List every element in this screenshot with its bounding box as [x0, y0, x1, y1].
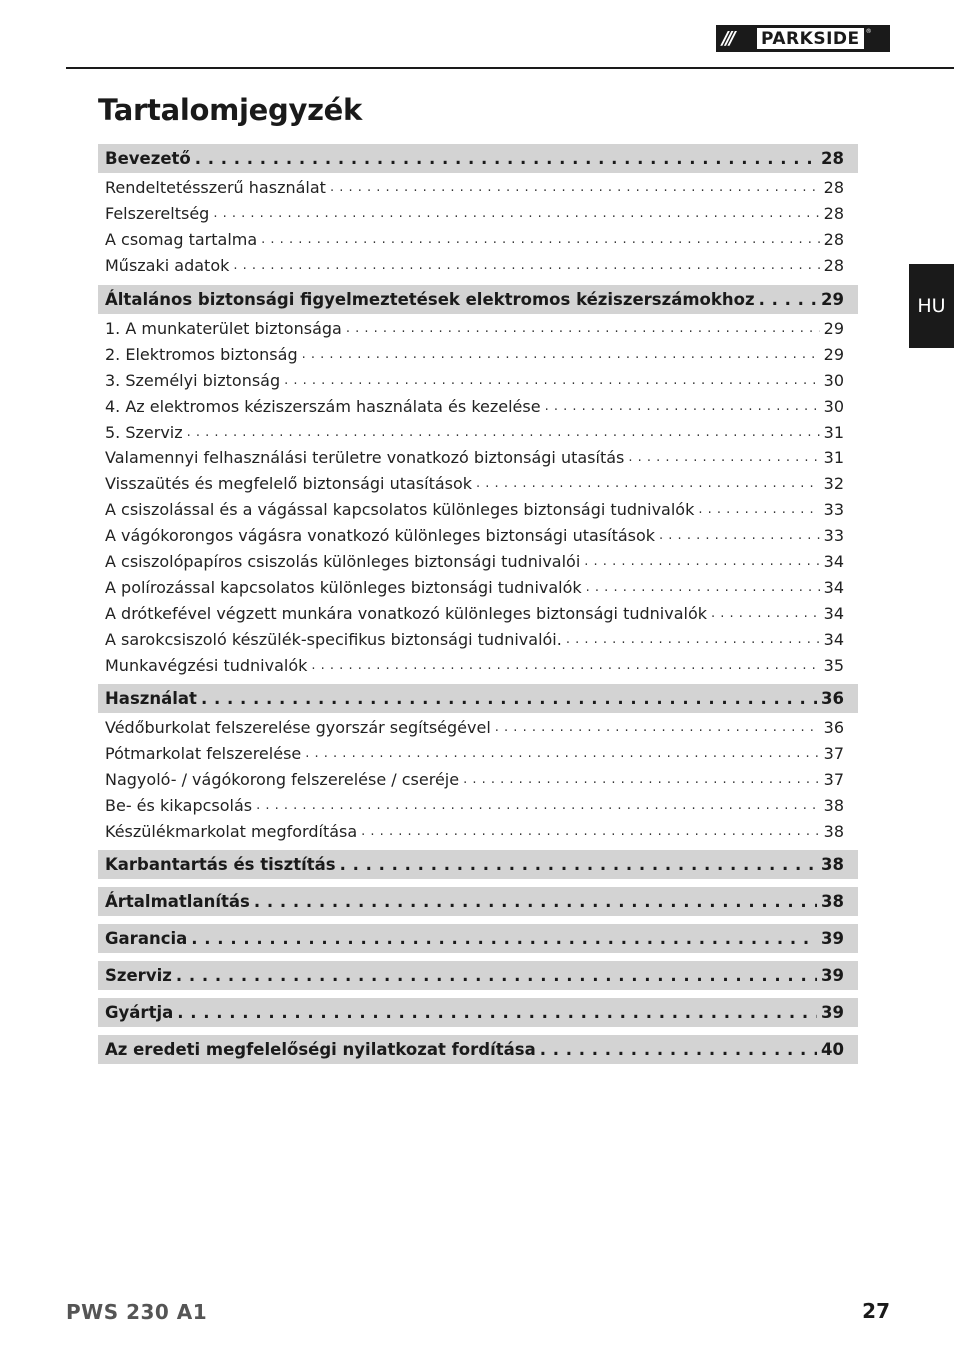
toc-dot-leader [195, 149, 817, 168]
toc-entry-label: Általános biztonsági figyelmeztetések elektromos kéziszerszámokhoz [105, 289, 755, 309]
toc-entry-page: 28 [823, 256, 844, 276]
toc-dot-leader [201, 689, 817, 708]
toc-dot-leader [305, 746, 819, 761]
toc-entry-label: 1. A munkaterület biztonsága [105, 319, 342, 338]
toc-subentry[interactable] [98, 523, 858, 549]
toc-entry-label: 4. Az elektromos kéziszerszám használata és kezelése [105, 396, 541, 416]
toc-subentry[interactable] [98, 393, 858, 419]
toc-subentry[interactable] [98, 793, 858, 819]
toc-section-entry[interactable] [98, 285, 858, 314]
header-divider [66, 67, 954, 69]
toc-subentry[interactable] [98, 367, 858, 393]
toc-subentry[interactable] [98, 316, 858, 342]
toc-dot-leader [176, 966, 817, 985]
toc-entry-label: Munkavégzési tudnivalók [105, 655, 308, 675]
toc-section-entry[interactable] [98, 961, 858, 990]
toc-dot-leader [177, 1003, 817, 1022]
toc-subentry[interactable] [98, 767, 858, 793]
toc-dot-leader [540, 1040, 817, 1059]
toc-dot-leader [463, 772, 820, 787]
toc-entry-page: 30 [823, 370, 844, 390]
toc-subentry[interactable] [98, 715, 858, 741]
toc-entry-page: 31 [823, 448, 844, 468]
toc-entry-label: A sarokcsiszoló készülék-specifikus biztonsági tudnivalói. [105, 629, 562, 649]
toc-dot-leader [361, 824, 819, 839]
toc-dot-leader [346, 321, 820, 336]
toc-dot-leader [659, 528, 820, 543]
toc-entry-page: 28 [823, 204, 844, 224]
toc-dot-leader [254, 892, 817, 911]
toc-dot-leader [311, 658, 819, 673]
toc-entry-label: Ártalmatlanítás [105, 892, 250, 912]
toc-entry-page: 33 [823, 500, 844, 520]
toc-dot-leader [545, 399, 820, 414]
toc-entry-label: 2. Elektromos biztonság [105, 344, 298, 364]
toc-dot-leader [187, 425, 820, 440]
toc-entry-label: Készülékmarkolat megfordítása [105, 822, 358, 842]
toc-entry-page: 39 [821, 966, 844, 986]
toc-section-entry[interactable] [98, 924, 858, 953]
toc-entry-label: 5. Szerviz [105, 422, 183, 442]
toc-dot-leader [284, 373, 820, 388]
toc-subentry[interactable] [98, 419, 858, 445]
toc-dot-leader [302, 347, 820, 362]
toc-entry-label: Gyártja [105, 1003, 174, 1023]
toc-entry-label: Karbantartás és tisztítás [105, 855, 336, 875]
toc-entry-page: 38 [823, 822, 844, 842]
toc-subentry[interactable] [98, 497, 858, 523]
toc-entry-page: 40 [821, 1040, 844, 1060]
toc-subentry[interactable] [98, 600, 858, 626]
toc-entry-page: 30 [823, 396, 844, 416]
toc-entry-page: 28 [823, 178, 844, 198]
toc-entry-page: 33 [823, 526, 844, 546]
toc-entry-label: Garancia [105, 929, 188, 949]
toc-subentry[interactable] [98, 819, 858, 845]
toc-dot-leader [566, 632, 820, 647]
toc-entry-page: 29 [823, 319, 844, 338]
toc-entry-page: 34 [823, 577, 844, 597]
toc-entry-page: 36 [823, 718, 844, 738]
table-of-contents [98, 144, 858, 1066]
toc-subentry[interactable] [98, 574, 858, 600]
toc-entry-label: A csiszolással és a vágással kapcsolatos különleges biztonsági tudnivalók [105, 500, 695, 520]
toc-entry-label: Bevezető [105, 149, 191, 168]
toc-entry-label: A polírozással kapcsolatos különleges biztonsági tudnivalók [105, 577, 582, 597]
toc-dot-leader [330, 180, 820, 195]
toc-entry-label: Az eredeti megfelelőségi nyilatkozat fordítása [105, 1040, 536, 1060]
toc-dot-leader [213, 206, 819, 221]
toc-subentry[interactable] [98, 201, 858, 227]
toc-entry-page: 34 [823, 603, 844, 623]
toc-subentry[interactable] [98, 445, 858, 471]
logo-registered-mark: ® [865, 28, 872, 35]
toc-entry-label: A drótkefével végzett munkára vonatkozó különleges biztonsági tudnivalók [105, 603, 707, 623]
toc-entry-label: 3. Személyi biztonság [105, 370, 281, 390]
toc-entry-page: 35 [823, 655, 844, 675]
toc-dot-leader [759, 290, 817, 309]
toc-entry-page: 31 [823, 422, 844, 442]
toc-dot-leader [584, 554, 819, 569]
toc-entry-page: 29 [823, 344, 844, 364]
toc-entry-page: 38 [821, 892, 844, 912]
page-title: Tartalomjegyzék [98, 93, 363, 127]
toc-entry-page: 32 [823, 474, 844, 494]
toc-entry-label: A csiszolópapíros csiszolás különleges biztonsági tudnivalói [105, 552, 581, 572]
toc-section-entry[interactable] [98, 1035, 858, 1064]
language-tab: HU [909, 264, 954, 348]
toc-entry-label: Védőburkolat felszerelése gyorszár segítségével [105, 718, 491, 738]
toc-section-entry[interactable] [98, 887, 858, 916]
toc-subentry[interactable] [98, 175, 858, 201]
toc-entry-label: Pótmarkolat felszerelése [105, 744, 302, 764]
toc-entry-label: Szerviz [105, 966, 172, 986]
toc-entry-page: 37 [823, 744, 844, 764]
toc-dot-leader [233, 258, 819, 273]
toc-subentry[interactable] [98, 549, 858, 575]
toc-dot-leader [340, 855, 817, 874]
toc-dot-leader [476, 476, 820, 491]
toc-entry-page: 36 [821, 689, 844, 709]
toc-dot-leader [261, 232, 819, 247]
toc-entry-label: Visszaütés és megfelelő biztonsági utasítások [105, 474, 473, 494]
toc-entry-label: A vágókorongos vágásra vonatkozó különleges biztonsági utasítások [105, 526, 656, 546]
toc-section-entry[interactable] [98, 998, 858, 1027]
toc-dot-leader [586, 580, 820, 595]
toc-section-entry[interactable] [98, 144, 858, 173]
toc-entry-page: 34 [823, 629, 844, 649]
toc-subentry[interactable] [98, 741, 858, 767]
toc-entry-label: Rendeltetésszerű használat [105, 178, 326, 198]
logo-wordmark: PARKSIDE [757, 28, 864, 49]
toc-entry-label: Műszaki adatok [105, 256, 230, 276]
toc-entry-label: Használat [105, 689, 197, 709]
toc-entry-label: A csomag tartalma [105, 230, 258, 250]
toc-subentry[interactable] [98, 253, 858, 279]
toc-subentry[interactable] [98, 471, 858, 497]
toc-entry-label: Be- és kikapcsolás [105, 796, 253, 816]
toc-dot-leader [698, 502, 819, 517]
toc-entry-page: 34 [823, 552, 844, 572]
toc-dot-leader [711, 606, 820, 621]
toc-entry-page: 38 [821, 855, 844, 875]
toc-entry-page: 39 [821, 929, 844, 949]
toc-subentry[interactable] [98, 652, 858, 678]
toc-entry-page: 37 [823, 770, 844, 790]
toc-entry-page: 28 [823, 230, 844, 250]
parkside-logo [716, 25, 890, 52]
logo-slashes: /// [722, 28, 733, 49]
toc-entry-label: Felszereltség [105, 204, 210, 224]
toc-entry-page: 29 [821, 289, 844, 309]
toc-dot-leader [256, 798, 820, 813]
toc-section-entry[interactable] [98, 850, 858, 879]
toc-entry-label: Valamennyi felhasználási területre vonatkozó biztonsági utasítás [105, 448, 625, 468]
toc-subentry[interactable] [98, 626, 858, 652]
toc-entry-page: 39 [821, 1003, 844, 1023]
toc-dot-leader [191, 929, 817, 948]
toc-subentry[interactable] [98, 341, 858, 367]
toc-dot-leader [628, 450, 819, 465]
toc-entry-label: Nagyoló- / vágókorong felszerelése / cseréje [105, 770, 460, 790]
toc-entry-page: 38 [823, 796, 844, 816]
toc-dot-leader [495, 720, 820, 735]
toc-entry-page: 28 [821, 149, 844, 168]
footer-model-number: PWS 230 A1 [66, 1300, 208, 1324]
toc-section-entry[interactable] [98, 684, 858, 713]
toc-subentry[interactable] [98, 227, 858, 253]
footer-page-number: 27 [862, 1299, 890, 1323]
